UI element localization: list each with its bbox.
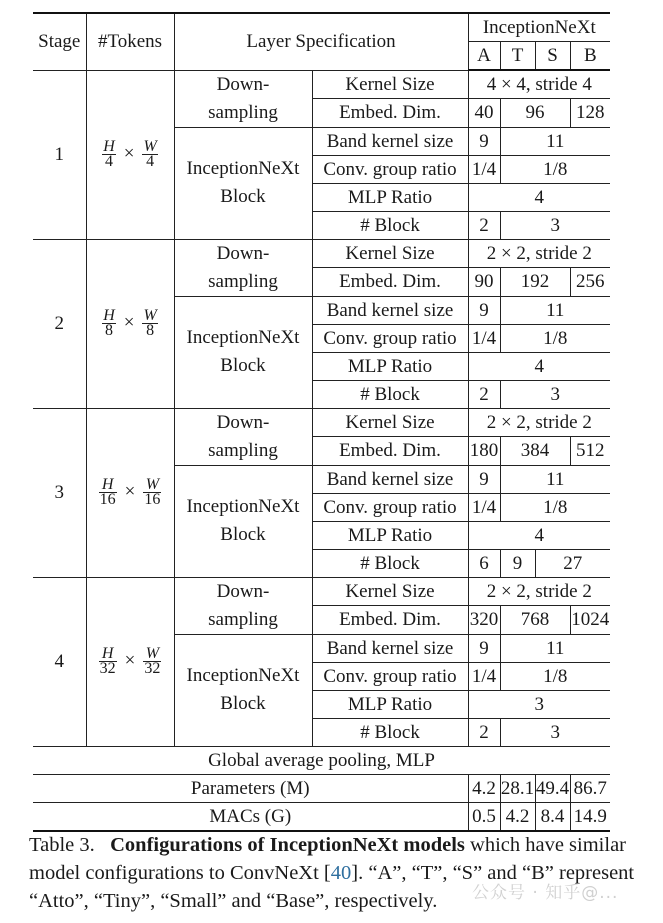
frac-den: 4 bbox=[104, 153, 113, 171]
tokens-formula bbox=[86, 408, 174, 577]
num-block-a: 6 bbox=[468, 549, 500, 577]
embed-dim-b: 1024 bbox=[570, 606, 610, 635]
mlp-ratio-value: 3 bbox=[468, 690, 610, 718]
params-s: 49.4 bbox=[535, 774, 570, 802]
table-row bbox=[33, 408, 610, 437]
mlp-ratio-value: 4 bbox=[468, 352, 610, 380]
label-line: Block bbox=[220, 355, 266, 376]
tokens-formula bbox=[86, 577, 174, 746]
mlp-ratio-value: 4 bbox=[468, 521, 610, 549]
label-line: InceptionNeXt bbox=[186, 327, 300, 348]
frac-den: 4 bbox=[146, 153, 155, 171]
kernel-size-value: 2 × 2, stride 2 bbox=[468, 577, 610, 606]
frac-num: W bbox=[143, 138, 157, 156]
times-sign: × bbox=[124, 649, 136, 671]
downsampling-label bbox=[174, 577, 312, 634]
band-kernel-tsb: 11 bbox=[500, 634, 610, 662]
kernel-size-value: 4 × 4, stride 4 bbox=[468, 70, 610, 99]
embed-dim-ts: 384 bbox=[500, 437, 570, 466]
num-block-label: # Block bbox=[312, 380, 468, 408]
embed-dim-label: Embed. Dim. bbox=[312, 99, 468, 127]
num-block-a: 2 bbox=[468, 380, 500, 408]
frac-den: 32 bbox=[99, 660, 116, 678]
embed-dim-a: 90 bbox=[468, 268, 500, 297]
params-a: 4.2 bbox=[468, 774, 500, 802]
label-line: sampling bbox=[208, 270, 278, 292]
label-line: Down- bbox=[216, 411, 270, 433]
table-row bbox=[33, 577, 610, 606]
group-ratio-label: Conv. group ratio bbox=[312, 324, 468, 352]
group-ratio-label: Conv. group ratio bbox=[312, 493, 468, 521]
table-row bbox=[33, 239, 610, 268]
params-t: 28.1 bbox=[500, 774, 535, 802]
num-block-label: # Block bbox=[312, 211, 468, 239]
num-block-label: # Block bbox=[312, 718, 468, 746]
header-tokens: #Tokens bbox=[86, 13, 174, 70]
frac-num: H bbox=[99, 478, 117, 493]
group-ratio-a: 1/4 bbox=[468, 155, 500, 183]
band-kernel-a: 9 bbox=[468, 634, 500, 662]
downsampling-label bbox=[174, 70, 312, 127]
band-kernel-tsb: 11 bbox=[500, 127, 610, 155]
frac-num: H bbox=[99, 647, 117, 662]
band-kernel-tsb: 11 bbox=[500, 465, 610, 493]
embed-dim-ts: 96 bbox=[500, 99, 570, 127]
stage-number: 1 bbox=[33, 70, 86, 239]
frac-den: 16 bbox=[144, 491, 161, 509]
embed-dim-a: 180 bbox=[468, 437, 500, 466]
kernel-size-label: Kernel Size bbox=[312, 70, 468, 99]
label-line: sampling bbox=[208, 608, 278, 630]
label-line: Block bbox=[220, 186, 266, 207]
tokens-formula bbox=[86, 239, 174, 408]
label-line: sampling bbox=[208, 101, 278, 123]
label-line: Down- bbox=[216, 242, 270, 264]
embed-dim-a: 320 bbox=[468, 606, 500, 635]
macs-label: MACs (G) bbox=[33, 802, 468, 831]
caption-label: Table 3. bbox=[29, 834, 95, 856]
group-ratio-tsb: 1/8 bbox=[500, 662, 610, 690]
frac-den: 16 bbox=[99, 491, 116, 509]
downsampling-label bbox=[174, 408, 312, 465]
num-block-label: # Block bbox=[312, 549, 468, 577]
label-line: Down- bbox=[216, 73, 270, 95]
label-line: InceptionNeXt bbox=[186, 158, 300, 179]
stage-number: 2 bbox=[33, 239, 86, 408]
caption-bold: Configurations of InceptionNeXt models bbox=[110, 834, 465, 856]
table-row bbox=[33, 70, 610, 99]
band-kernel-a: 9 bbox=[468, 465, 500, 493]
label-line: InceptionNeXt bbox=[186, 496, 300, 517]
embed-dim-label: Embed. Dim. bbox=[312, 606, 468, 635]
kernel-size-label: Kernel Size bbox=[312, 577, 468, 606]
downsampling-label bbox=[174, 239, 312, 296]
band-kernel-label: Band kernel size bbox=[312, 634, 468, 662]
embed-dim-ts: 768 bbox=[500, 606, 570, 635]
group-ratio-label: Conv. group ratio bbox=[312, 155, 468, 183]
frac-num: H bbox=[103, 138, 115, 156]
band-kernel-a: 9 bbox=[468, 127, 500, 155]
group-ratio-label: Conv. group ratio bbox=[312, 662, 468, 690]
times-sign: × bbox=[124, 480, 136, 502]
label-line: Block bbox=[220, 524, 266, 545]
caption-text-1: which have similar model configurations to ConvNeXt [ bbox=[29, 834, 626, 884]
band-kernel-tsb: 11 bbox=[500, 296, 610, 324]
config-table bbox=[33, 12, 610, 832]
frac-den: 8 bbox=[104, 322, 113, 340]
num-block-a: 2 bbox=[468, 718, 500, 746]
kernel-size-value: 2 × 2, stride 2 bbox=[468, 239, 610, 268]
group-ratio-tsb: 1/8 bbox=[500, 324, 610, 352]
macs-b: 14.9 bbox=[570, 802, 610, 831]
caption-text-2: ]. “A”, “T”, “S” and “B” represent “Atto”, “Tiny”, “Small” and “Base”, respectively. bbox=[29, 862, 635, 912]
header-variant-t: T bbox=[500, 42, 535, 71]
embed-dim-b: 512 bbox=[570, 437, 610, 466]
band-kernel-label: Band kernel size bbox=[312, 127, 468, 155]
stage-number: 3 bbox=[33, 408, 86, 577]
mlp-ratio-value: 4 bbox=[468, 183, 610, 211]
embed-dim-a: 40 bbox=[468, 99, 500, 127]
num-block-tsb: 3 bbox=[500, 211, 610, 239]
header-model-group: InceptionNeXt bbox=[468, 13, 610, 42]
group-ratio-a: 1/4 bbox=[468, 662, 500, 690]
watermark: 公众号 · 知乎@... bbox=[472, 883, 619, 903]
band-kernel-label: Band kernel size bbox=[312, 465, 468, 493]
block-label bbox=[174, 127, 312, 239]
frac-num: W bbox=[143, 307, 157, 325]
embed-dim-label: Embed. Dim. bbox=[312, 268, 468, 297]
num-block-t: 9 bbox=[500, 549, 535, 577]
header-variant-a: A bbox=[468, 42, 500, 71]
times-sign: × bbox=[123, 311, 135, 333]
times-sign: × bbox=[123, 142, 135, 164]
citation-link[interactable]: 40 bbox=[330, 862, 352, 884]
header-row-1 bbox=[33, 13, 610, 42]
kernel-size-label: Kernel Size bbox=[312, 408, 468, 437]
frac-num: H bbox=[103, 307, 115, 325]
block-label bbox=[174, 634, 312, 746]
header-stage: Stage bbox=[33, 13, 86, 70]
mlp-ratio-label: MLP Ratio bbox=[312, 352, 468, 380]
embed-dim-b: 128 bbox=[570, 99, 610, 127]
macs-s: 8.4 bbox=[535, 802, 570, 831]
block-label bbox=[174, 465, 312, 577]
frac-num: W bbox=[143, 478, 161, 493]
group-ratio-a: 1/4 bbox=[468, 324, 500, 352]
mlp-ratio-label: MLP Ratio bbox=[312, 690, 468, 718]
band-kernel-label: Band kernel size bbox=[312, 296, 468, 324]
tokens-formula bbox=[86, 70, 174, 239]
num-block-a: 2 bbox=[468, 211, 500, 239]
label-line: sampling bbox=[208, 439, 278, 461]
embed-dim-ts: 192 bbox=[500, 268, 570, 297]
num-block-tsb: 3 bbox=[500, 718, 610, 746]
group-ratio-tsb: 1/8 bbox=[500, 155, 610, 183]
params-b: 86.7 bbox=[570, 774, 610, 802]
num-block-sb: 27 bbox=[535, 549, 610, 577]
header-variant-s: S bbox=[535, 42, 570, 71]
block-label bbox=[174, 296, 312, 408]
header-variant-b: B bbox=[570, 42, 610, 71]
embed-dim-b: 256 bbox=[570, 268, 610, 297]
global-pooling-label: Global average pooling, MLP bbox=[33, 746, 610, 774]
frac-den: 32 bbox=[144, 660, 161, 678]
group-ratio-tsb: 1/8 bbox=[500, 493, 610, 521]
stage-number: 4 bbox=[33, 577, 86, 746]
macs-a: 0.5 bbox=[468, 802, 500, 831]
label-line: Block bbox=[220, 693, 266, 714]
frac-num: W bbox=[143, 647, 161, 662]
frac-den: 8 bbox=[146, 322, 155, 340]
global-row bbox=[33, 746, 610, 774]
macs-t: 4.2 bbox=[500, 802, 535, 831]
group-ratio-a: 1/4 bbox=[468, 493, 500, 521]
params-row bbox=[33, 774, 610, 802]
kernel-size-label: Kernel Size bbox=[312, 239, 468, 268]
mlp-ratio-label: MLP Ratio bbox=[312, 521, 468, 549]
embed-dim-label: Embed. Dim. bbox=[312, 437, 468, 466]
band-kernel-a: 9 bbox=[468, 296, 500, 324]
mlp-ratio-label: MLP Ratio bbox=[312, 183, 468, 211]
config-table-container bbox=[33, 12, 610, 832]
num-block-tsb: 3 bbox=[500, 380, 610, 408]
macs-row bbox=[33, 802, 610, 831]
label-line: Down- bbox=[216, 580, 270, 602]
label-line: InceptionNeXt bbox=[186, 665, 300, 686]
params-label: Parameters (M) bbox=[33, 774, 468, 802]
header-layer-spec: Layer Specification bbox=[174, 13, 468, 70]
kernel-size-value: 2 × 2, stride 2 bbox=[468, 408, 610, 437]
